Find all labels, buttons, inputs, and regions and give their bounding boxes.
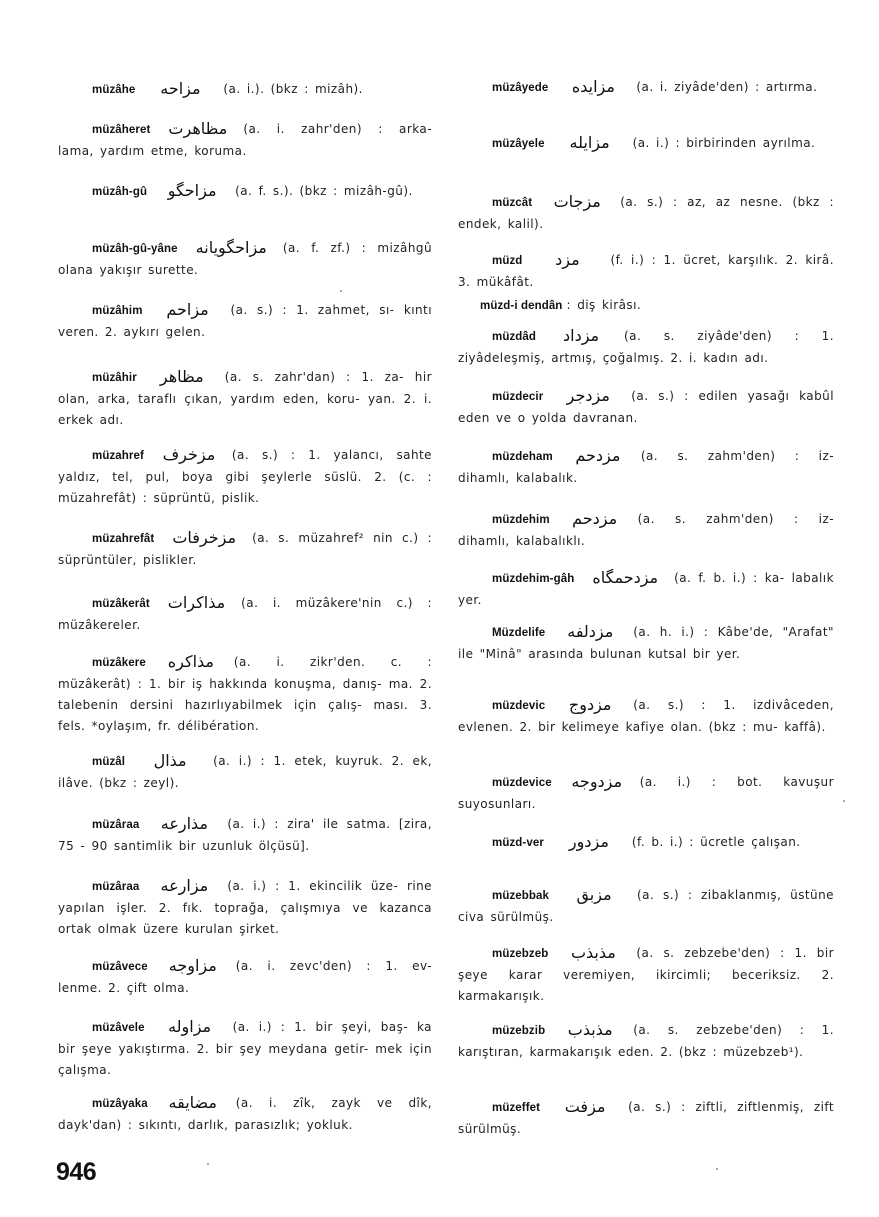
dictionary-entry: [58, 180, 432, 203]
headword: müzâraa: [92, 819, 140, 831]
arabic-script: مزبق: [576, 885, 612, 904]
arabic-script: مذبذب: [570, 943, 616, 962]
definition: (a. i. ziyâde'den) : artırma.: [636, 80, 818, 94]
dictionary-entry: [58, 592, 432, 636]
print-speck: [716, 1168, 718, 1170]
arabic-script: مزاوجه: [168, 956, 217, 975]
headword: müzâyaka: [92, 1098, 148, 1110]
headword: müzebzib: [492, 1025, 546, 1037]
headword: müzâh-gû-yâne: [92, 243, 178, 255]
arabic-script: مذاكرات: [167, 593, 226, 612]
headword: müzâvele: [92, 1022, 145, 1034]
dictionary-entry: [58, 1092, 432, 1136]
dictionary-entry: [458, 325, 834, 369]
headword: müzcât: [492, 197, 533, 209]
definition: (a. s.) : 1. zahmet, sı- kıntı veren. 2. aykırı gelen.: [58, 303, 432, 339]
dictionary-entry: [458, 567, 834, 611]
definition: (f. i.) : 1. ücret, karşılık. 2. kirâ. 3. mükâfât.: [458, 253, 834, 289]
headword: müzdevic: [492, 700, 546, 712]
headword: müzâyede: [492, 82, 549, 94]
arabic-script: مزدوجه: [571, 772, 623, 791]
dictionary-entry: [458, 191, 834, 235]
dictionary-entry: [458, 621, 834, 665]
definition: (a. f. zf.) : mizâhgû olana yakışır surette.: [58, 241, 432, 277]
headword: müzahref: [92, 450, 144, 462]
definition: (a. i. zîk, zayk ve dîk, dayk'dan) : sıkıntı, darlık, parasızlık; yokluk.: [58, 1096, 432, 1132]
headword: müzahrefât: [92, 533, 155, 545]
dictionary-entry: [458, 508, 834, 552]
headword: müzdehim: [492, 514, 550, 526]
definition: (a. i. zikr'den. c. : müzâkerât) : 1. bir iş hakkında konuşma, danış- ma. 2. talebenin dersini hazırlıyabilmek için çalış- ması. 3. fels. *oylaşım, fr. délibération.: [58, 655, 432, 733]
definition: (a. s. zahm'den) : iz- dihamlı, kalabalık.: [458, 449, 834, 485]
dictionary-entry: [458, 942, 834, 1007]
headword: müzâheret: [92, 124, 151, 136]
dictionary-entry: [58, 299, 432, 343]
dictionary-entry: [58, 366, 432, 431]
headword: müzdehim-gâh: [492, 573, 575, 585]
headword: müzeffet: [492, 1102, 541, 1114]
definition: (a. s. zebzebe'den) : 1. karıştıran, karmakarışık eden. 2. (bkz : müzebzeb¹).: [458, 1023, 834, 1059]
dictionary-entry: [58, 118, 432, 162]
arabic-script: مزخرفات: [172, 528, 237, 547]
definition: (a. s. ziyâde'den) : 1. ziyâdeleşmiş, artmış, çoğalmış. 2. i. kadın adı.: [458, 329, 834, 365]
definition: : diş kirâsı.: [566, 298, 642, 312]
definition: (a. s.) : 1. yalancı, sahte yaldız, tel, pul, boya gibi şeylerle süslü. 2. (c. : müzahrefât) : süprüntü, pislik.: [58, 448, 432, 505]
definition: (a. i. müzâkere'nin c.) : müzâkereler.: [58, 596, 432, 632]
definition: (a. i.) : zira' ile satma. [zira, 75 - 90 santimlik bir uzunluk ölçüsü].: [58, 817, 432, 853]
definition: (a. s. zahr'dan) : 1. za- hir olan, arka, taraflı çıkan, yardım eden, koru- yan. 2. i. erkek adı.: [58, 370, 432, 427]
dictionary-entry: [458, 694, 834, 738]
dictionary-entry: [458, 884, 834, 928]
arabic-script: مزد: [555, 250, 580, 269]
dictionary-entry: [458, 445, 834, 489]
dictionary-entry: [58, 78, 432, 101]
definition: (a. f. s.). (bkz : mizâh-gû).: [235, 184, 413, 198]
dictionary-entry: [458, 1019, 834, 1063]
definition: (a. i.). (bkz : mizâh).: [223, 82, 363, 96]
arabic-script: مزدلفه: [567, 622, 614, 641]
arabic-script: مزدحم: [572, 509, 618, 528]
dictionary-subentry: [458, 295, 834, 317]
definition: (a. i.) : 1. etek, kuyruk. 2. ek, ilâve. (bkz : zeyl).: [58, 754, 432, 790]
dictionary-entry: [58, 444, 432, 509]
headword: müzdâd: [492, 331, 537, 343]
arabic-script: مزدحمگاه: [592, 568, 659, 587]
arabic-script: مزاحم: [166, 300, 209, 319]
headword: müzâh-gû: [92, 186, 148, 198]
arabic-script: مزدحم: [575, 446, 621, 465]
dictionary-entry: [58, 955, 432, 999]
dictionary-entry: [458, 771, 834, 815]
definition: (a. s. zahm'den) : iz- dihamlı, kalabalıklı.: [458, 512, 834, 548]
headword: müzâhir: [92, 372, 137, 384]
print-speck: [843, 800, 845, 802]
dictionary-entry: [58, 1016, 432, 1081]
dictionary-entry: [458, 385, 834, 429]
dictionary-entry: [58, 875, 432, 940]
definition: (a. i.) : birbirinden ayrılma.: [632, 136, 816, 150]
definition: (a. i. zevc'den) : 1. ev- lenme. 2. çift olma.: [58, 959, 432, 995]
dictionary-entry: [58, 651, 432, 737]
dictionary-entry: [458, 132, 834, 155]
definition: (f. b. i.) : ücretle çalışan.: [631, 835, 801, 849]
arabic-script: مزدور: [568, 832, 609, 851]
headword: müzâhe: [92, 84, 136, 96]
arabic-script: مزاحه: [160, 79, 201, 98]
arabic-script: مذال: [153, 751, 187, 770]
dictionary-entry: [458, 76, 834, 99]
print-speck: [207, 1163, 209, 1165]
dictionary-entry: [58, 813, 432, 857]
arabic-script: مزايده: [571, 77, 615, 96]
page-number: 946: [56, 1158, 97, 1186]
headword: müzâl: [92, 756, 126, 768]
headword: müzâraa: [92, 881, 140, 893]
dictionary-entry: [58, 237, 432, 281]
headword: müzâyele: [492, 138, 545, 150]
headword: müzd-ver: [492, 837, 544, 849]
headword: müzd: [492, 255, 523, 267]
arabic-script: مذبذب: [567, 1020, 613, 1039]
arabic-script: مظاهر: [159, 367, 204, 386]
dictionary-entry: [58, 750, 432, 794]
arabic-script: مذاكره: [167, 652, 214, 671]
arabic-script: مزاوله: [168, 1017, 212, 1036]
headword: Müzdelife: [492, 627, 546, 639]
definition: (a. s. zebzebe'den) : 1. bir şeye karar veremiyen, ikircimli; beceriksiz. 2. karmakarışık.: [458, 946, 834, 1003]
headword: müzdevice: [492, 777, 552, 789]
arabic-script: مظاهرت: [168, 119, 228, 138]
definition: (a. i. zahr'den) : arka- lama, yardım etme, koruma.: [58, 122, 432, 158]
arabic-script: مضايقه: [168, 1093, 217, 1112]
definition: (a. s.) : zibaklanmış, üstüne civa sürülmüş.: [458, 888, 834, 924]
dictionary-entry: [458, 249, 834, 293]
arabic-script: مذارعه: [160, 814, 208, 833]
definition: (a. s.) : edilen yasağı kabûl eden ve o yolda davranan.: [458, 389, 834, 425]
headword: müzâhim: [92, 305, 143, 317]
definition: (a. s.) : az, az nesne. (bkz : endek, kalil).: [458, 195, 834, 231]
definition: (a. f. b. i.) : ka- labalık yer.: [458, 571, 834, 607]
headword: müzebbak: [492, 890, 550, 902]
definition: (a. s.) : ziftli, ziftlenmiş, zift sürülmüş.: [458, 1100, 834, 1136]
headword: müzd-i dendân: [480, 300, 563, 312]
arabic-script: مزخرف: [162, 445, 216, 464]
arabic-script: مزدجر: [566, 386, 610, 405]
dictionary-entry: [58, 527, 432, 571]
headword: müzdeham: [492, 451, 553, 463]
arabic-script: مزجات: [553, 192, 601, 211]
definition: (a. i.) : 1. ekincilik üze- rine yapılan işler. 2. fık. toprağa, çalışmıya ve kazanca ortak olmak üzere kurulan şirket.: [58, 879, 432, 936]
dictionary-entry: [458, 831, 834, 854]
arabic-script: مزفت: [564, 1097, 606, 1116]
definition: (a. s.) : 1. izdivâceden, evlenen. 2. bir kelimeye kafiye olan. (bkz : mu- kaffâ).: [458, 698, 834, 734]
definition: (a. i.) : 1. bir şeyi, baş- ka bir şeye yakıştırma. 2. bir şey meydana getir- mek için çalışma.: [58, 1020, 432, 1077]
definition: (a. s. müzahref² nin c.) : süprüntüler, pislikler.: [58, 531, 432, 567]
arabic-script: مزاحگو: [167, 181, 217, 200]
definition: (a. h. i.) : Kâbe'de, "Arafat" ile "Minâ" arasında bulunan kutsal bir yer.: [458, 625, 834, 661]
headword: müzdecir: [492, 391, 544, 403]
arabic-script: مزارعه: [160, 876, 209, 895]
headword: müzebzeb: [492, 948, 549, 960]
headword: müzâvece: [92, 961, 148, 973]
arabic-script: مزدوج: [568, 695, 612, 714]
headword: müzâkere: [92, 657, 146, 669]
arabic-script: مزايله: [569, 133, 610, 152]
definition: (a. i.) : bot. kavuşur suyosunları.: [458, 775, 834, 811]
print-speck: [340, 290, 342, 292]
dictionary-entry: [458, 1096, 834, 1140]
headword: müzâkerât: [92, 598, 150, 610]
arabic-script: مزداد: [563, 326, 600, 345]
arabic-script: مزاحگویانه: [195, 238, 267, 257]
